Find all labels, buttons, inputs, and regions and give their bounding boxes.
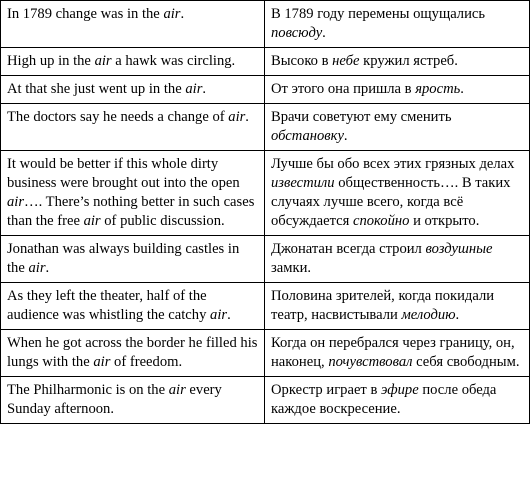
text-segment: и открыто. (409, 213, 480, 229)
table-row (1, 330, 530, 377)
highlighted-word: небе (332, 53, 360, 69)
text-segment: . (202, 81, 207, 97)
highlighted-word: повсюду (271, 25, 323, 41)
english-cell (1, 48, 265, 76)
text-segment: себя свободным. (412, 354, 520, 370)
english-cell (1, 104, 265, 151)
text-segment: every Sunday afternoon. (7, 382, 222, 417)
english-cell (1, 151, 265, 236)
russian-cell (265, 236, 530, 283)
table-row (1, 283, 530, 330)
highlighted-word: почувствовал (328, 354, 413, 370)
highlighted-word: известили (271, 175, 335, 191)
text-segment: It would be better if this whole dirty business were brought out into the open (7, 156, 240, 191)
text-segment: общественность…. В таких случаях лучше всего, когда всё обсуждается (271, 175, 511, 229)
text-segment: . (180, 6, 185, 22)
highlighted-word: air (168, 382, 186, 398)
english-cell (1, 283, 265, 330)
english-cell (1, 236, 265, 283)
highlighted-word: air (7, 194, 25, 210)
highlighted-word: спокойно (352, 213, 410, 229)
english-cell (1, 76, 265, 104)
text-segment: Врачи советуют ему сменить (271, 109, 452, 125)
table-row (1, 377, 530, 424)
highlighted-word: эфире (381, 382, 419, 398)
text-segment: . (322, 25, 326, 41)
text-segment: Когда он перебрался через границу, он, наконец, (271, 335, 515, 370)
text-segment: As they left the theater, half of the audience was whistling the catchy (7, 288, 211, 323)
highlighted-word: ярость (415, 81, 461, 97)
table-row (1, 151, 530, 236)
table-row (1, 104, 530, 151)
highlighted-word: мелодию (401, 307, 456, 323)
russian-cell (265, 377, 530, 424)
text-segment: High up in the (7, 53, 95, 69)
table-row (1, 48, 530, 76)
english-cell (1, 1, 265, 48)
text-segment: . (45, 260, 50, 276)
russian-cell (265, 330, 530, 377)
text-segment: . (227, 307, 231, 323)
text-segment: Высоко в (271, 53, 333, 69)
text-segment: кружил ястреб. (359, 53, 458, 69)
highlighted-word: air (28, 260, 46, 276)
text-segment: после обеда каждое воскресение. (271, 382, 497, 417)
text-segment: At that she just went up in the (7, 81, 186, 97)
russian-cell (265, 76, 530, 104)
english-cell (1, 377, 265, 424)
russian-cell (265, 151, 530, 236)
highlighted-word: air (93, 354, 111, 370)
text-segment: В 1789 году перемены ощущались (271, 6, 486, 22)
text-segment: Оркестр играет в (271, 382, 381, 398)
russian-cell (265, 104, 530, 151)
highlighted-word: air (228, 109, 246, 125)
text-segment: The Philharmonic is on the (7, 382, 169, 398)
text-segment: …. There’s nothing better in such cases than the free (7, 194, 255, 229)
highlighted-word: air (185, 81, 203, 97)
english-cell (1, 330, 265, 377)
highlighted-word: воздушные (425, 241, 493, 257)
text-segment: In 1789 change was in the (7, 6, 164, 22)
text-segment: When he got across the border he filled his lungs with the (7, 335, 258, 370)
text-segment: Половина зрителей, когда покидали театр, насвистывали (271, 288, 495, 323)
text-segment: замки. (271, 260, 312, 276)
russian-cell (265, 283, 530, 330)
russian-cell (265, 1, 530, 48)
text-segment: Jonathan was always building castles in the (7, 241, 240, 276)
text-segment: От этого она пришла в (271, 81, 416, 97)
russian-cell (265, 48, 530, 76)
highlighted-word: обстановку (271, 128, 344, 144)
text-segment: a hawk was circling. (111, 53, 236, 69)
table-row (1, 1, 530, 48)
text-segment: . (460, 81, 464, 97)
translation-table-body (1, 1, 530, 424)
text-segment: . (343, 128, 348, 144)
text-segment: of public discussion. (100, 213, 225, 229)
highlighted-word: air (163, 6, 181, 22)
table-row (1, 76, 530, 104)
text-segment: Лучше бы обо всех этих грязных делах (271, 156, 515, 172)
text-segment: . (245, 109, 249, 125)
highlighted-word: air (83, 213, 101, 229)
text-segment: of freedom. (110, 354, 183, 370)
highlighted-word: air (210, 307, 228, 323)
text-segment: Джонатан всегда строил (271, 241, 426, 257)
highlighted-word: air (94, 53, 112, 69)
text-segment: . (455, 307, 460, 323)
text-segment: The doctors say he needs a change of (7, 109, 229, 125)
table-row (1, 236, 530, 283)
